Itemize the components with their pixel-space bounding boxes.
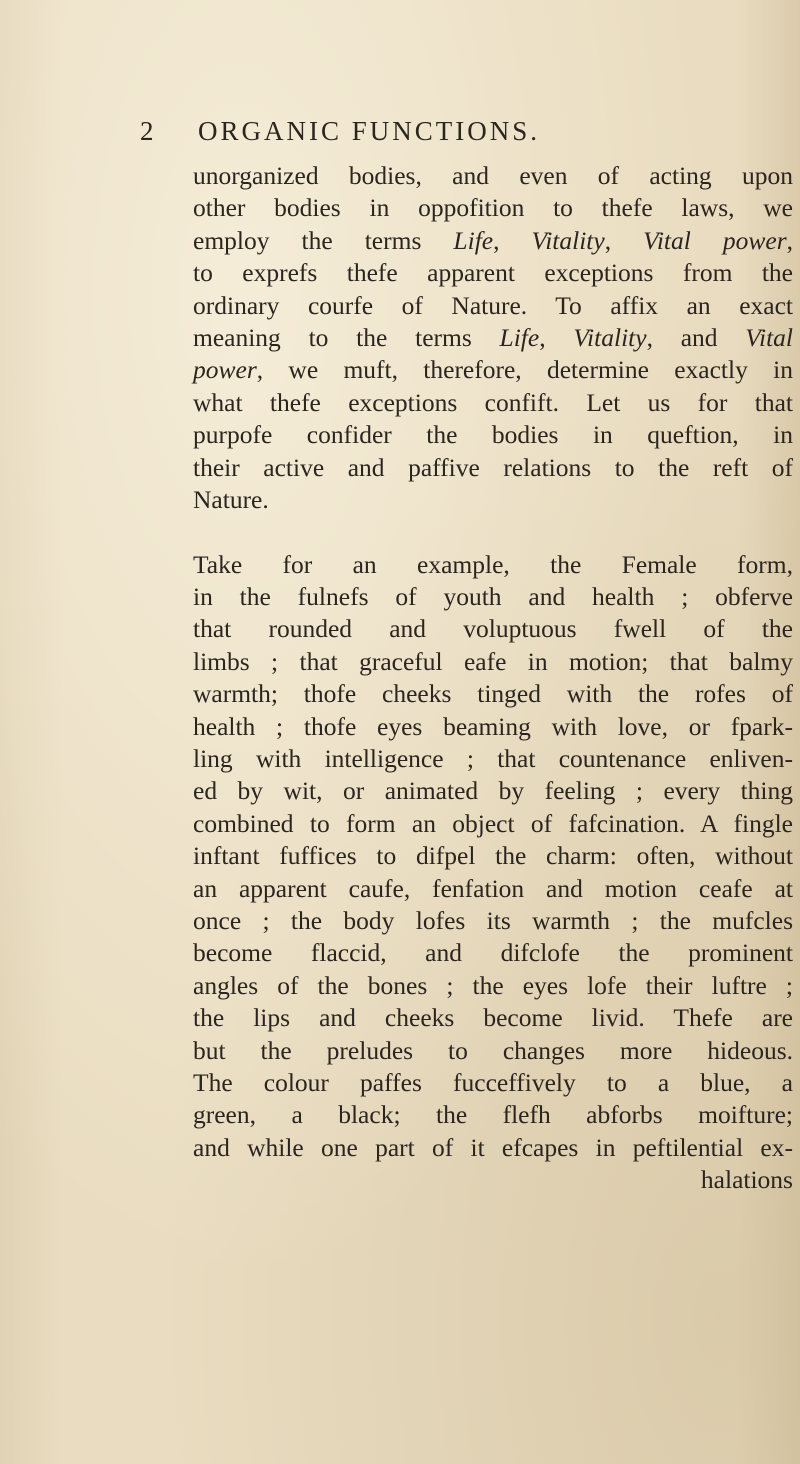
text-line: power, we muft, therefore, determine exactly in bbox=[193, 355, 793, 385]
body-text bbox=[193, 160, 793, 1197]
text-line: health ; thofe eyes beaming with love, or fpark- bbox=[193, 711, 793, 741]
catchword: halations bbox=[700, 1165, 793, 1195]
text-line: The colour paffes fucceffively to a blue, a bbox=[193, 1067, 793, 1097]
text-line: unorganized bodies, and even of acting upon bbox=[193, 161, 793, 190]
paragraph-1 bbox=[193, 160, 793, 516]
running-head bbox=[140, 116, 760, 156]
text-line: to exprefs thefe apparent exceptions from the bbox=[193, 258, 793, 288]
text-line: Nature. bbox=[193, 484, 269, 514]
text-line: employ the terms Life, Vitality, Vital power, bbox=[193, 225, 793, 255]
text-line: ordinary courfe of Nature. To affix an exact bbox=[193, 290, 793, 320]
text-line: ed by wit, or animated by feeling ; every thing bbox=[193, 776, 793, 806]
text-line: in the fulnefs of youth and health ; obferve bbox=[193, 582, 793, 612]
paragraph-gap bbox=[193, 516, 793, 548]
text-line: ling with intelligence ; that countenance enliven- bbox=[193, 744, 793, 774]
text-line: combined to form an object of fafcination. A fingle bbox=[193, 808, 793, 838]
text-line: inftant fuffices to difpel the charm: often, without bbox=[193, 841, 793, 871]
text-line: that rounded and voluptuous fwell of the bbox=[193, 614, 793, 644]
text-line: other bodies in oppofition to thefe laws, we bbox=[193, 193, 793, 223]
text-line: Take for an example, the Female form, bbox=[193, 549, 793, 579]
running-head-title: ORGANIC FUNCTIONS. bbox=[198, 116, 541, 146]
text-line: limbs ; that graceful eafe in motion; that balmy bbox=[193, 646, 793, 676]
page-number: 2 bbox=[140, 116, 157, 146]
text-line: and while one part of it efcapes in peftilential ex- bbox=[193, 1132, 793, 1162]
text-line: what thefe exceptions confift. Let us for that bbox=[193, 387, 793, 417]
text-line: become flaccid, and difclofe the prominent bbox=[193, 938, 793, 968]
text-line: the lips and cheeks become livid. Thefe are bbox=[193, 1003, 793, 1033]
text-line: meaning to the terms Life, Vitality, and Vital bbox=[193, 322, 793, 352]
text-line: green, a black; the flefh abforbs moifture; bbox=[193, 1100, 793, 1130]
text-line: once ; the body lofes its warmth ; the mufcles bbox=[193, 905, 793, 935]
text-line: their active and paffive relations to the reft of bbox=[193, 452, 793, 482]
paragraph-2 bbox=[193, 549, 793, 1164]
text-line: but the preludes to changes more hideous. bbox=[193, 1035, 793, 1065]
text-line: purpofe confider the bodies in queftion, in bbox=[193, 420, 793, 450]
text-line: an apparent caufe, fenfation and motion ceafe at bbox=[193, 873, 793, 903]
text-line: angles of the bones ; the eyes lofe their luftre ; bbox=[193, 970, 793, 1000]
text-line: warmth; thofe cheeks tinged with the rofes of bbox=[193, 679, 793, 709]
